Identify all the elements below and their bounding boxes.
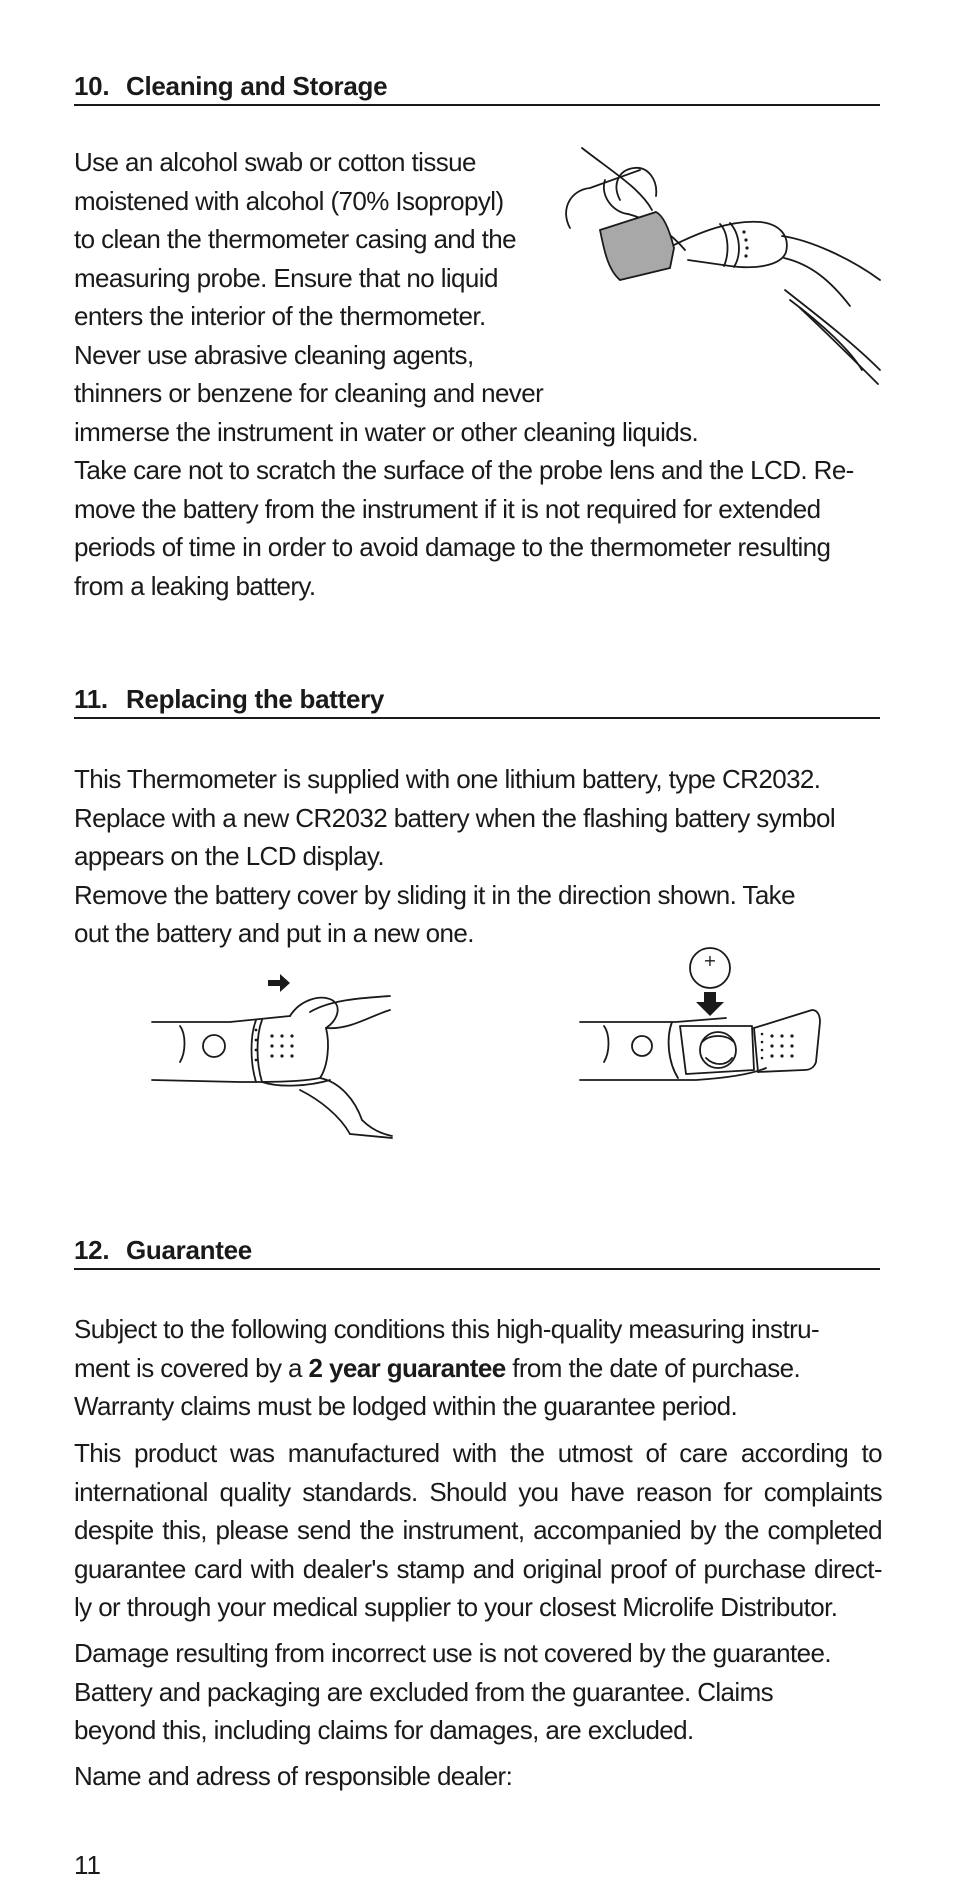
section-number: 10. [74, 71, 110, 101]
text-line: Warranty claims must be lodged within the guarantee period. [74, 1391, 738, 1421]
section-number: 12. [74, 1235, 110, 1265]
text-line [74, 1349, 882, 1388]
text-line: Take care not to scratch the surface of the probe lens and the LCD. Re- [74, 455, 854, 485]
battery-plus-sign: + [703, 951, 717, 970]
battery-paragraph [74, 760, 882, 953]
text-line: out the battery and put in a new one. [74, 918, 474, 948]
text-line: This product was manufactured with the utmost of care according to [74, 1438, 882, 1468]
text-line: Damage resulting from incorrect use is not covered by the guarantee. [74, 1638, 831, 1668]
section-title: Guarantee [126, 1235, 252, 1265]
text-line: Use an alcohol swab or cotton tissue [74, 147, 476, 177]
text-fragment: from the date of purchase. [505, 1352, 801, 1383]
text-line: ly or through your medical supplier to your closest Microlife Distributor. [74, 1592, 838, 1622]
down-arrow-icon [696, 992, 724, 1016]
text-line: despite this, please send the instrument, accompanied by the completed [74, 1515, 882, 1545]
text-line: This Thermometer is supplied with one lithium battery, type CR2032. [74, 764, 821, 794]
text-line: guarantee card with dealer's stamp and original proof of purchase direct- [74, 1553, 882, 1584]
text-line: Replace with a new CR2032 battery when the flashing battery symbol [74, 802, 836, 833]
guarantee-paragraph-3 [74, 1634, 882, 1750]
text-line: from a leaking battery. [74, 570, 316, 601]
text-line: international quality standards. Should you have reason for complaints [74, 1476, 882, 1507]
text-line: Subject to the following conditions this high-quality measuring instru- [74, 1314, 820, 1344]
text-line: periods of time in order to avoid damage to the thermometer resulting [74, 532, 831, 562]
guarantee-duration: 2 year guarantee [308, 1352, 506, 1383]
text-line: appears on the LCD display. [74, 841, 384, 871]
text-line: to clean the thermometer casing and the [74, 224, 516, 254]
text-line: Never use abrasive cleaning agents, [74, 339, 474, 370]
right-arrow-icon [268, 974, 290, 992]
text-line: thinners or benzene for cleaning and never [74, 378, 544, 408]
text-line: Name and adress of responsible dealer: [74, 1761, 513, 1791]
page-number: 11 [74, 1850, 101, 1880]
text-line: beyond this, including claims for damages, are excluded. [74, 1715, 694, 1745]
battery-cover-slide-illustration [150, 970, 400, 1140]
text-line: move the battery from the instrument if it is not required for extended [74, 493, 821, 524]
guarantee-paragraph-1 [74, 1310, 882, 1426]
text-line: Battery and packaging are excluded from the guarantee. Claims [74, 1676, 774, 1707]
text-line: immerse the instrument in water or other cleaning liquids. [74, 416, 699, 447]
guarantee-paragraph-2 [74, 1434, 882, 1627]
dealer-label [74, 1757, 882, 1796]
section-title: Cleaning and Storage [126, 71, 388, 101]
section-heading-guarantee [74, 1234, 880, 1270]
text-fragment: ment is covered by a [74, 1352, 309, 1383]
battery-insert-illustration [576, 946, 826, 1096]
text-line: enters the interior of the thermometer. [74, 301, 486, 331]
section-heading-cleaning [74, 70, 880, 106]
section-heading-battery [74, 683, 880, 719]
section-title: Replacing the battery [126, 684, 385, 714]
section-number: 11. [74, 684, 108, 714]
cleaning-illustration [560, 140, 890, 390]
text-line: measuring probe. Ensure that no liquid [74, 262, 498, 293]
text-line: moistened with alcohol (70% Isopropyl) [74, 185, 504, 216]
text-line: Remove the battery cover by sliding it in the direction shown. Take [74, 879, 795, 910]
